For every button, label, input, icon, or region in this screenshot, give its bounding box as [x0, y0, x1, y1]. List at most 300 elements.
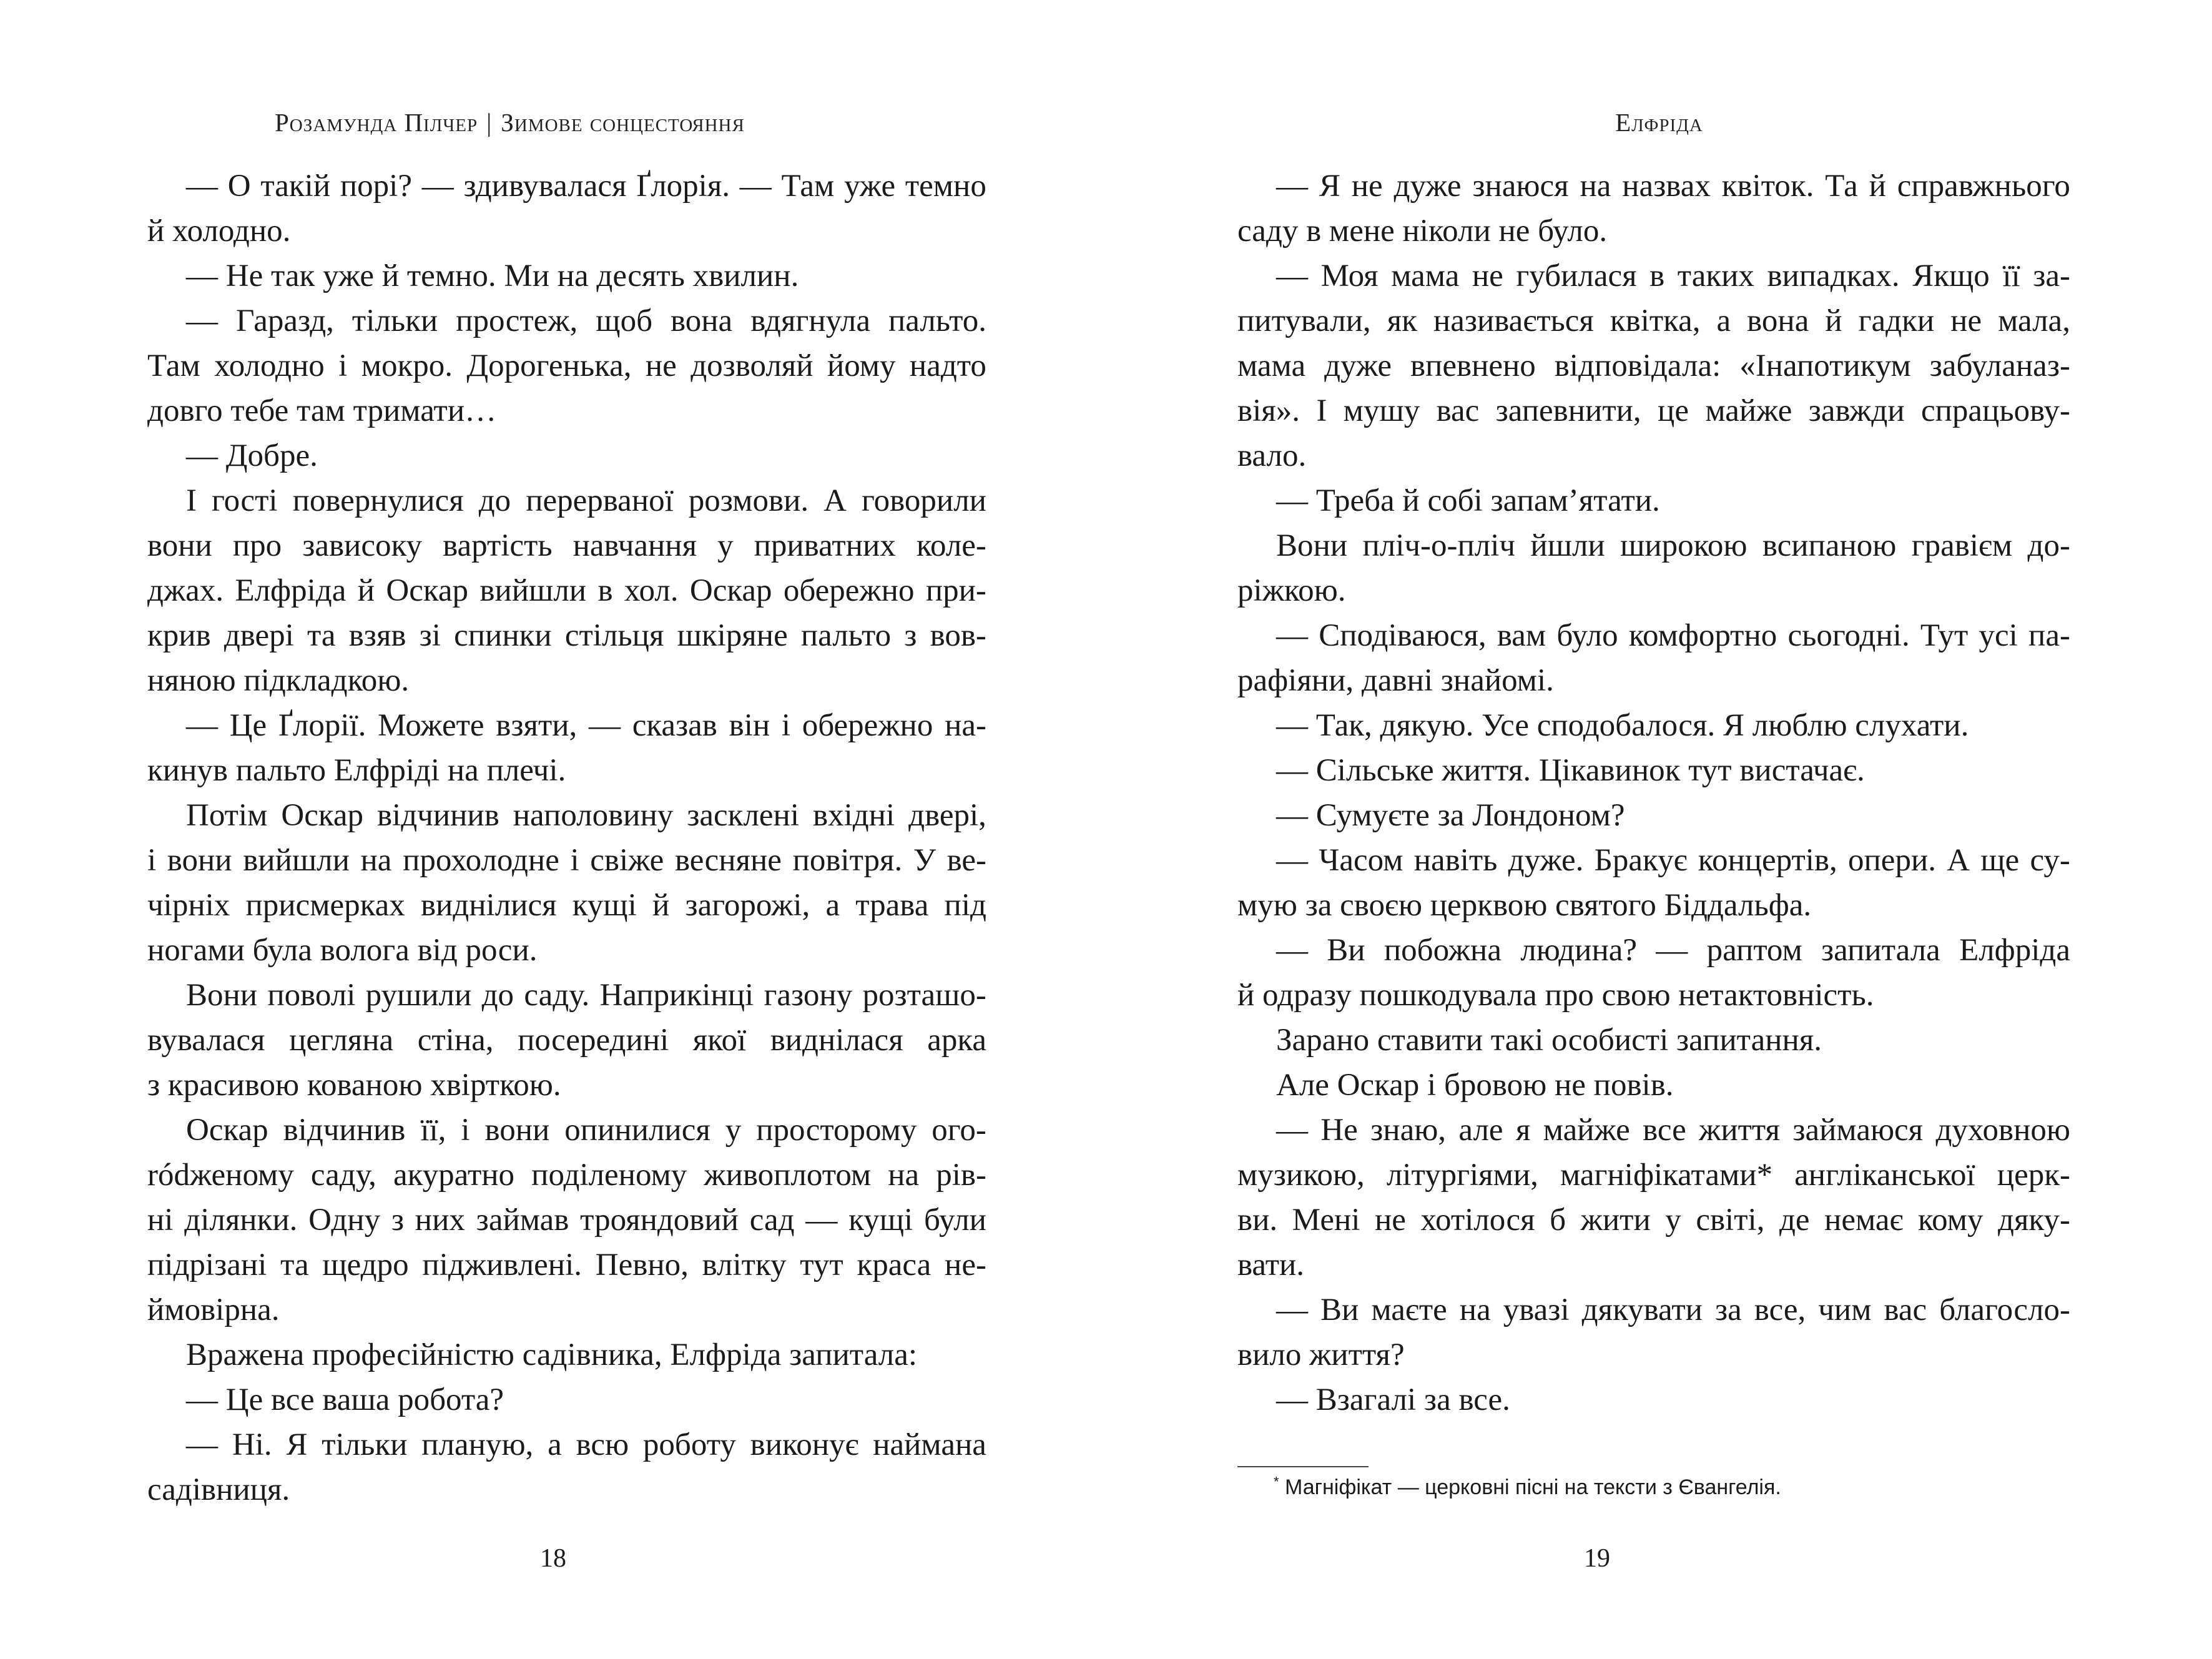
word: увазі: [1503, 1292, 1570, 1327]
word: мала,: [1998, 303, 2070, 338]
word: не: [1374, 1203, 1406, 1238]
word: питували,: [1237, 303, 1371, 338]
word: прохолодне: [403, 843, 559, 878]
word: якої: [692, 1023, 747, 1058]
word: —: [1276, 618, 1308, 653]
word: вартість: [443, 528, 553, 563]
text-line: няною підкладкою.: [147, 663, 410, 698]
word: на: [360, 843, 392, 878]
word: обережно: [802, 708, 933, 743]
word: назвах: [1622, 169, 1711, 204]
text-line: [147, 1198, 986, 1243]
word: пальто.: [888, 303, 986, 338]
word: щоб: [596, 303, 653, 338]
word: надто: [909, 348, 986, 383]
word: квіток.: [1721, 169, 1814, 204]
word: а: [825, 888, 840, 923]
page-number-right: 19: [1584, 1544, 1610, 1573]
text-line: [1237, 1287, 2070, 1332]
word: Гаразд,: [236, 303, 334, 338]
word: відчинив: [283, 1113, 406, 1148]
word: рушили: [365, 978, 472, 1013]
word: всю: [576, 1427, 629, 1462]
text-line: ногами була волога від роси.: [147, 933, 538, 968]
word: зі: [419, 618, 441, 653]
word: вія».: [1237, 393, 1300, 428]
word: всипаною: [1762, 528, 1897, 563]
word: мама: [1237, 348, 1306, 383]
word: Не: [1320, 1113, 1358, 1148]
word: вдягнула: [750, 303, 870, 338]
word: Якщо: [1912, 258, 1990, 293]
word: джах.: [147, 573, 224, 608]
word: спинки: [454, 618, 552, 653]
word: виконує: [750, 1427, 859, 1462]
word: весняне: [674, 843, 782, 878]
page-number-left: 18: [540, 1544, 566, 1573]
word: зависоку: [302, 528, 423, 563]
word: дякувати: [1581, 1292, 1703, 1327]
word: Там: [147, 348, 200, 383]
word: сад: [749, 1203, 795, 1238]
word: наймана: [873, 1427, 986, 1462]
header-separator: |: [486, 108, 493, 137]
word: Часом: [1319, 843, 1403, 878]
word: на-: [945, 708, 986, 743]
word: —: [1276, 169, 1308, 204]
word: людина?: [1520, 933, 1638, 968]
word: А: [1947, 843, 1970, 878]
word: саду,: [310, 1158, 376, 1193]
word: краса: [857, 1248, 931, 1282]
text-line: [147, 478, 986, 523]
text-line: — Взагалі за все.: [1276, 1382, 1510, 1417]
word: Я: [286, 1427, 308, 1462]
word: і: [781, 708, 791, 743]
word: на: [1580, 169, 1611, 204]
text-line: [147, 1243, 986, 1287]
word: виднілися: [420, 888, 557, 923]
word: Сподіваюся,: [1319, 618, 1487, 653]
word: А: [823, 483, 847, 518]
word: завжди: [1808, 393, 1905, 428]
word: гравієм: [1911, 528, 2013, 563]
word: не: [1351, 169, 1383, 204]
text-line: ріжкою.: [1237, 573, 1346, 608]
word: й: [652, 888, 670, 923]
word: світі,: [1696, 1203, 1765, 1238]
text-line: [147, 703, 986, 748]
word: Можете: [378, 708, 484, 743]
text-line: — Сільське життя. Цікавинок тут вистачає.: [1276, 753, 1865, 788]
word: життя: [1699, 1113, 1780, 1148]
text-line: [147, 1108, 986, 1153]
word: ні: [147, 1203, 174, 1238]
word: вона: [671, 303, 733, 338]
word: Певно,: [595, 1248, 689, 1282]
word: губилася: [1516, 258, 1637, 293]
word: Елфріда: [235, 573, 347, 608]
text-line: [147, 568, 986, 613]
word: холодно: [214, 348, 325, 383]
word: —: [1656, 933, 1688, 968]
word: вас: [1884, 1292, 1927, 1327]
word: а: [548, 1427, 562, 1462]
word: —: [1276, 1292, 1308, 1327]
left-body-text: [147, 164, 986, 1512]
word: —: [1276, 258, 1308, 293]
word: і: [461, 1113, 470, 1148]
word: Ґлорії.: [278, 708, 366, 743]
word: з: [391, 1203, 405, 1238]
text-line: [1237, 838, 2070, 883]
text-line: [1237, 1153, 2070, 1198]
word: гості: [212, 483, 278, 518]
text-line: [147, 973, 986, 1018]
text-line: садівниця.: [147, 1472, 290, 1507]
word: —: [1276, 1113, 1308, 1148]
text-line: [147, 1018, 986, 1063]
text-line: [1237, 254, 2070, 298]
word: знаюся: [1472, 169, 1569, 204]
text-line: Вражена професійністю садівника, Елфріда запитала:: [186, 1337, 918, 1372]
text-line: — Не так уже й темно. Ми на десять хвилин.: [186, 258, 799, 293]
word: мама: [1391, 258, 1460, 293]
word: це: [1658, 393, 1689, 428]
word: її,: [420, 1113, 446, 1148]
text-line: [1237, 164, 2070, 209]
word: вас: [1436, 393, 1480, 428]
word: Дорогенька,: [466, 348, 632, 383]
word: дуже: [1394, 169, 1462, 204]
word: вони: [167, 843, 232, 878]
word: Елфріда: [1959, 933, 2070, 968]
word: —: [186, 708, 218, 743]
word: дуже.: [1508, 843, 1584, 878]
word: вам: [1497, 618, 1546, 653]
word: не: [1472, 258, 1503, 293]
text-line: [147, 613, 986, 658]
word: вони: [484, 1113, 550, 1148]
text-line: [147, 793, 986, 838]
word: ródженому: [147, 1158, 294, 1193]
word: засклені: [687, 798, 799, 833]
word: впевнено: [1410, 348, 1536, 383]
text-line: вати.: [1237, 1248, 1305, 1282]
word: називається: [1433, 303, 1594, 338]
text-line: — Треба й собі запам’ятати.: [1276, 483, 1660, 518]
word: порі?: [340, 169, 412, 204]
word: ще: [1980, 843, 2020, 878]
word: у: [725, 1113, 742, 1148]
word: йому: [827, 348, 896, 383]
footnote-text: Магніфікат — церковні пісні на тексти з Євангелія.: [1285, 1475, 1781, 1499]
word: чим: [1818, 1292, 1872, 1327]
word: саду.: [524, 978, 590, 1013]
word: до: [481, 978, 514, 1013]
header-book-title: Зимове сонцестояння: [501, 108, 745, 137]
word: усі: [1979, 618, 2018, 653]
word: мокро.: [361, 348, 453, 383]
running-header-left: [275, 107, 745, 137]
word: уже: [844, 169, 896, 204]
word: Та: [1825, 169, 1858, 204]
running-header-right: [1106, 107, 2212, 137]
word: поділеному: [531, 1158, 687, 1193]
word: і: [147, 843, 157, 878]
word: рів-: [936, 1158, 986, 1193]
word: музикою,: [1237, 1158, 1365, 1193]
word: гадки: [1858, 303, 1935, 338]
word: розмови.: [688, 483, 809, 518]
text-line: [1237, 613, 2070, 658]
word: забуланаз-: [1929, 348, 2070, 383]
word: знаю,: [1370, 1113, 1447, 1148]
word: Тут: [1920, 618, 1969, 653]
word: тільки: [322, 1427, 408, 1462]
text-line: [147, 343, 986, 388]
word: раптом: [1706, 933, 1802, 968]
word: темно: [905, 169, 986, 204]
right-body-text: [1237, 164, 2070, 1422]
word: крив: [147, 618, 211, 653]
word: У: [913, 843, 936, 878]
word: вийшли: [479, 573, 587, 608]
word: них: [415, 1203, 465, 1238]
word: перерваної: [526, 483, 674, 518]
word: справжнього: [1897, 169, 2070, 204]
text-line: й холодно.: [147, 214, 291, 249]
word: в: [597, 573, 613, 608]
word: планую,: [421, 1427, 534, 1462]
word: її: [2002, 258, 2020, 293]
word: поволі: [267, 978, 356, 1013]
word: з: [904, 618, 917, 653]
word: та: [307, 618, 336, 653]
word: не-: [945, 1248, 986, 1282]
word: маєте: [1371, 1292, 1447, 1327]
word: церк-: [1997, 1158, 2070, 1193]
word: сказав: [632, 708, 717, 743]
word: Оскар: [281, 798, 363, 833]
word: випадках.: [1767, 258, 1900, 293]
word: повітря.: [792, 843, 903, 878]
word: але: [1458, 1113, 1503, 1148]
word: все,: [1754, 1292, 1806, 1327]
word: в: [1649, 258, 1665, 293]
word: побожна: [1384, 933, 1502, 968]
word: запитала: [1821, 933, 1940, 968]
word: за-: [2033, 258, 2070, 293]
word: були: [923, 1203, 986, 1238]
word: щедро: [322, 1248, 409, 1282]
word: —: [1276, 843, 1308, 878]
word: дуже: [1324, 348, 1392, 383]
word: і: [570, 843, 579, 878]
word: чірніх: [147, 888, 230, 923]
word: двері,: [908, 798, 986, 833]
word: Це: [229, 708, 267, 743]
word: відчинив: [376, 798, 499, 833]
word: тільки: [351, 303, 438, 338]
text-line: [1237, 388, 2070, 433]
word: Оскар: [689, 573, 772, 608]
word: наполовину: [513, 798, 674, 833]
word: майже: [1705, 393, 1792, 428]
word: —: [1276, 933, 1308, 968]
text-line: — Це все ваша робота?: [186, 1382, 504, 1417]
word: посередині: [518, 1023, 669, 1058]
word: все: [1643, 1113, 1686, 1148]
text-line: довго тебе там тримати…: [147, 393, 497, 428]
text-line: вало.: [1237, 438, 1307, 473]
text-line: [1237, 523, 2070, 568]
word: навчання: [573, 528, 697, 563]
word: шкіряне: [677, 618, 788, 653]
word: Бракує: [1594, 843, 1688, 878]
word: кущі: [572, 888, 637, 923]
word: на: [1459, 1292, 1491, 1327]
word: у: [1665, 1203, 1681, 1238]
word: кущі: [848, 1203, 913, 1238]
word: благосло-: [1939, 1292, 2070, 1327]
word: —: [186, 1427, 218, 1462]
text-line: вило життя?: [1237, 1337, 1405, 1372]
text-line: ймовірна.: [147, 1292, 280, 1327]
word: обережно: [783, 573, 915, 608]
text-line: [1237, 298, 2070, 343]
word: «Інапотикум: [1739, 348, 1911, 383]
text-line: [147, 298, 986, 343]
word: ого-: [931, 1113, 986, 1148]
text-line: з красивою кованою хвірткою.: [147, 1068, 561, 1103]
text-line: [1237, 343, 2070, 388]
word: Там: [781, 169, 835, 204]
text-line: [147, 883, 986, 928]
text-line: [1237, 928, 2070, 973]
word: —: [805, 1203, 838, 1238]
word: під: [944, 888, 986, 923]
word: жити: [1580, 1203, 1651, 1238]
word: трава: [855, 888, 929, 923]
word: не: [1950, 303, 1982, 338]
word: Оскар: [186, 1113, 268, 1148]
word: запевнити,: [1495, 393, 1641, 428]
word: комфортно: [1628, 618, 1777, 653]
word: англіканської: [1794, 1158, 1975, 1193]
word: Ви: [1320, 1292, 1359, 1327]
word: акуратно: [393, 1158, 515, 1193]
text-line: [147, 838, 986, 883]
word: пальто: [800, 618, 892, 653]
word: при-: [925, 573, 986, 608]
word: він: [729, 708, 770, 743]
word: роботу: [642, 1427, 736, 1462]
word: арка: [927, 1023, 986, 1058]
text-line: й одразу пошкодувала про свою нетактовність.: [1237, 978, 1874, 1013]
text-line: [1237, 1108, 2070, 1153]
word: Ґлорія.: [636, 169, 730, 204]
word: Моя: [1320, 258, 1379, 293]
text-line: — Так, дякую. Усе сподобалося. Я люблю слухати.: [1276, 708, 1969, 743]
word: Потім: [186, 798, 268, 833]
word: хотілося: [1420, 1203, 1535, 1238]
word: про: [232, 528, 282, 563]
word: вов-: [930, 618, 986, 653]
word: Одну: [308, 1203, 381, 1238]
word: влітку: [702, 1248, 787, 1282]
word: взяв: [348, 618, 406, 653]
word: загорожі,: [685, 888, 810, 923]
word: у: [717, 528, 734, 563]
word: навіть: [1413, 843, 1498, 878]
word: стільця: [564, 618, 664, 653]
word: Наприкінці: [599, 978, 754, 1013]
word: літургіями,: [1386, 1158, 1538, 1193]
word: Ні.: [232, 1427, 272, 1462]
word: —: [739, 169, 772, 204]
word: як: [1387, 303, 1417, 338]
word: таких: [1677, 258, 1754, 293]
footnote-mark: *: [1274, 1474, 1279, 1490]
word: не: [645, 348, 677, 383]
word: Вони: [186, 978, 258, 1013]
word: приватних: [754, 528, 896, 563]
word: кому: [1917, 1203, 1983, 1238]
word: дяку-: [1998, 1203, 2070, 1238]
word: опери.: [1848, 843, 1936, 878]
word: б: [1550, 1203, 1566, 1238]
text-line: саду в мене ніколи не було.: [1237, 214, 1608, 249]
word: пліч-о-пліч: [1362, 528, 1516, 563]
word: сьогодні.: [1787, 618, 1910, 653]
word: за: [1714, 1292, 1742, 1327]
right-page: [1106, 0, 2212, 1659]
word: газону: [764, 978, 853, 1013]
word: —: [421, 169, 454, 204]
text-line: Але Оскар і бровою не повів.: [1276, 1068, 1674, 1103]
word: ділянки.: [184, 1203, 298, 1238]
word: повернулися: [292, 483, 464, 518]
word: опинилися: [564, 1113, 710, 1148]
word: вони: [147, 528, 212, 563]
word: цегляна: [289, 1023, 394, 1058]
word: такій: [260, 169, 331, 204]
word: І: [1316, 393, 1327, 428]
word: і: [338, 348, 348, 383]
word: духовною: [1935, 1113, 2070, 1148]
word: розташо-: [862, 978, 986, 1013]
word: вона: [1747, 303, 1809, 338]
word: —: [186, 169, 218, 204]
word: Я: [1319, 169, 1340, 204]
word: широкою: [1620, 528, 1747, 563]
word: па-: [2028, 618, 2070, 653]
word: Вони: [1276, 528, 1348, 563]
word: мушу: [1343, 393, 1420, 428]
word: магніфікатами*: [1560, 1158, 1773, 1193]
word: вхідні: [812, 798, 895, 833]
text-line: [147, 164, 986, 209]
word: тут: [800, 1248, 843, 1282]
word: йшли: [1530, 528, 1605, 563]
word: майже: [1543, 1113, 1630, 1148]
word: здивувалася: [463, 169, 627, 204]
text-line: — Добре.: [186, 438, 318, 473]
word: й: [1825, 303, 1842, 338]
word: говорили: [862, 483, 986, 518]
word: концертів,: [1698, 843, 1837, 878]
